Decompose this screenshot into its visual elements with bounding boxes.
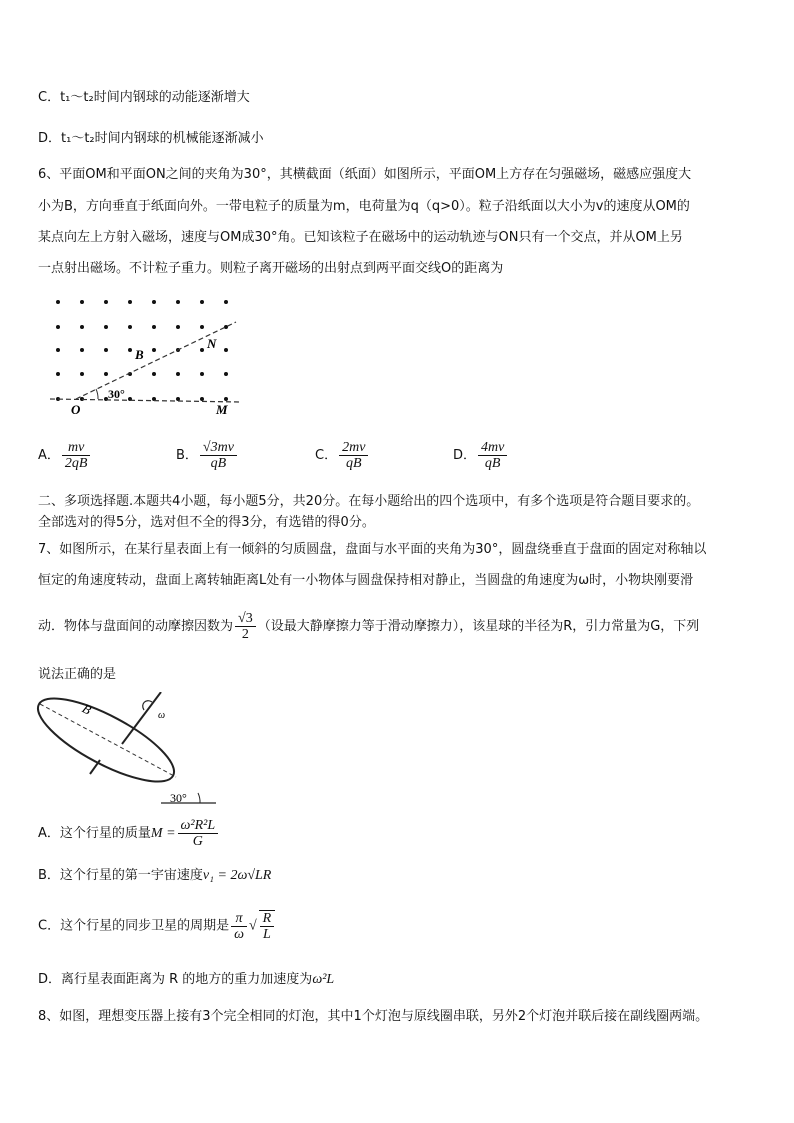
q6-stem-line4: 一点射出磁场。不计粒子重力。则粒子离开磁场的出射点到两平面交线O的距离为 xyxy=(38,261,504,276)
field-dot xyxy=(152,372,156,376)
field-dot xyxy=(56,300,60,304)
q7-option-b: B．这个行星的第一宇宙速度v₁ = 2ω√LR xyxy=(38,868,272,883)
label-b: B xyxy=(79,700,94,718)
q8-stem-line1: 8、如图，理想变压器上接有3个完全相同的灯泡，其中1个灯泡与原线圈串联，另外2个灯泡并联后接在副线圈两端。 xyxy=(38,1009,709,1024)
q6-stem-line3: 某点向左上方射入磁场，速度与OM成30°角。已知该粒子在磁场中的运动轨迹与ON只有一个交点，并从OM上另 xyxy=(38,230,683,245)
label-m: M xyxy=(216,402,228,417)
label-angle: 30° xyxy=(108,387,125,401)
axle-top xyxy=(122,692,161,744)
field-dot xyxy=(128,300,132,304)
field-dot xyxy=(224,397,228,401)
field-dot xyxy=(128,348,132,352)
field-dot xyxy=(56,348,60,352)
section2-instructions-line2: 全部选对的得5分，选对但不全的得3分，有选错的得0分。 xyxy=(38,515,375,530)
field-dot xyxy=(224,372,228,376)
field-dot xyxy=(80,325,84,329)
q6-stem-line2: 小为B，方向垂直于纸面向外。一带电粒子的质量为m，电荷量为q（q>0）。粒子沿纸面以大小为v的速度从OM的 xyxy=(38,199,690,214)
disk-ellipse xyxy=(36,692,184,797)
q7-option-a: A．这个行星的质量M = $\frac{\text{ω²R²L}}{G}$ xyxy=(38,818,220,849)
field-dot xyxy=(200,325,204,329)
q7-stem-line3: 动．物体与盘面间的动摩擦因数为 $\frac{√3}{2}$ （设最大静摩擦力等于滑动摩擦力），该星球的半径为R，引力常量为G，下列 xyxy=(38,611,700,642)
q6-option-d: D． $\frac{4mv}{qB}$ xyxy=(453,440,509,471)
field-dot xyxy=(80,348,84,352)
field-dot xyxy=(152,325,156,329)
field-dot xyxy=(104,325,108,329)
label-b: B xyxy=(135,347,144,362)
q5-option-c: C．t₁～t₂时间内钢球的动能逐渐增大 xyxy=(38,90,250,105)
field-dot xyxy=(56,372,60,376)
label-n: N xyxy=(207,336,217,351)
q7-stem-line4: 说法正确的是 xyxy=(38,667,117,682)
label-o: O xyxy=(71,402,81,417)
q6-option-c: C． $\frac{2mv}{qB}$ xyxy=(315,440,370,471)
field-dot xyxy=(176,372,180,376)
field-dot xyxy=(152,348,156,352)
field-dot xyxy=(104,372,108,376)
q7-option-c: C．这个行星的同步卫星的周期是 $\frac{\pi}{\omega}$ √ $\frac{R}{L}$ xyxy=(38,910,277,942)
q6-stem-line1: 6、平面OM和平面ON之间的夹角为30°，其横截面（纸面）如图所示，平面OM上方存在匀强磁场，磁感应强度大 xyxy=(38,167,692,182)
field-dot xyxy=(200,372,204,376)
field-dot xyxy=(176,300,180,304)
q6-option-b: B． $\frac{√3mv}{qB}$ xyxy=(176,440,239,471)
section2-instructions-line1: 二、多项选择题.本题共4小题，每小题5分，共20分。在每小题给出的四个选项中，有多个选项是符合题目要求的。 xyxy=(38,494,700,509)
field-dot xyxy=(80,300,84,304)
field-dot xyxy=(224,348,228,352)
q6-option-a: A． $\frac{mv}{2qB}$ xyxy=(38,440,92,471)
q5-option-d: D．t₁～t₂时间内钢球的机械能逐渐减小 xyxy=(38,131,264,146)
q7-stem-line1: 7、如图所示，在某行星表面上有一倾斜的匀质圆盘，盘面与水平面的夹角为30°，圆盘绕垂直于盘面的固定对称轴以 xyxy=(38,542,707,557)
field-dot xyxy=(176,397,180,401)
field-dot xyxy=(128,325,132,329)
angle-arc xyxy=(198,793,200,803)
q7-stem-line2: 恒定的角速度转动，盘面上离转轴距离L处有一小物体与圆盘保持相对静止，当圆盘的角速度为ω时，小物块刚要滑 xyxy=(38,573,694,588)
field-dot xyxy=(80,372,84,376)
field-dot xyxy=(152,300,156,304)
field-dot xyxy=(56,325,60,329)
plane-on-line xyxy=(76,322,236,399)
field-dot xyxy=(200,397,204,401)
angle-arc xyxy=(96,389,98,399)
q7-tilted-disk-figure xyxy=(36,692,226,810)
label-angle: 30° xyxy=(170,791,187,805)
field-dot xyxy=(200,300,204,304)
field-dot xyxy=(176,325,180,329)
field-dot xyxy=(104,300,108,304)
label-omega: ω xyxy=(158,710,166,721)
q6-magnetic-field-figure xyxy=(40,292,250,417)
field-dot xyxy=(200,348,204,352)
field-dot xyxy=(224,300,228,304)
field-dot xyxy=(104,348,108,352)
q7-option-d: D．离行星表面距离为 R 的地方的重力加速度为ω²L xyxy=(38,972,335,987)
